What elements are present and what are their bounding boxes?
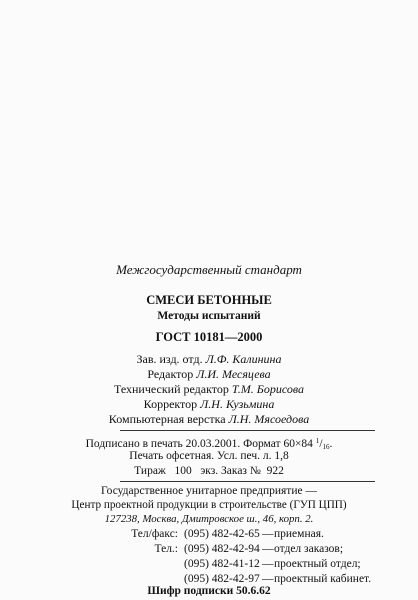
credit-role: Редактор [147,367,194,381]
phone-label: Тел/факс: [131,528,178,540]
document-title: СМЕСИ БЕТОННЫЕ [146,293,272,307]
phone-label [130,557,184,572]
phone-dash: — [262,558,274,570]
divider-top [120,430,375,431]
credit-role: Зав. изд. отд. [136,352,203,366]
credit-line [0,352,418,367]
credit-name: Л.Ф. Калинина [205,352,282,366]
credit-line [0,367,418,382]
signed-to-print-line: Подписано в печать 20.03.2001. Формат 60×84 $^1/_{16}$. [85,437,333,451]
subscription-code: Шифр подписки 50.6.62 [147,585,271,597]
gost-designation: ГОСТ 10181—2000 [155,330,263,344]
credit-line [0,412,418,427]
phone-row [130,557,371,572]
credit-name: Т.М. Борисова [231,382,305,396]
print-type-line: Печать офсетная. Усл. печ. л. 1,8 [129,450,289,462]
phone-dash: — [262,528,274,540]
phone-number: (095) 482-42-65 [184,528,260,540]
phone-description: проектный кабинет. [274,573,372,585]
phone-number: (095) 482-42-97 [184,573,260,585]
credit-role: Технический редактор [113,382,229,396]
publisher-name-line: Государственное унитарное предприятие — [101,485,317,497]
credit-role: Корректор [143,397,198,411]
phone-description: проектный отдел; [274,558,361,570]
phone-description: приемная. [274,528,324,540]
phone-number: (095) 482-42-94 [184,543,260,555]
phone-number: (095) 482-41-12 [184,558,260,570]
credit-line [0,397,418,412]
print-run-line: Тираж 100 экз. Заказ № 922 [134,465,284,477]
phone-dash: — [262,543,274,555]
phone-dash: — [262,573,274,585]
divider-middle [120,481,375,482]
publisher-full-name: Центр проектной продукции в строительстве (ГУП ЦПП) [71,499,347,511]
phone-list [130,527,371,587]
credits-block [0,352,418,427]
publisher-address: 127238, Москва, Дмитровское ш., 46, корп. 2. [104,513,314,525]
credit-name: Л.Н. Мясоедова [228,412,310,426]
phone-description: отдел заказов; [274,543,344,555]
credit-name: Л.И. Месяцева [196,367,271,381]
document-subtitle: Методы испытаний [157,310,261,322]
phone-label: Тел.: [154,543,178,555]
credit-name: Л.Н. Кузьмина [200,397,275,411]
phone-row [130,542,371,557]
phone-row [130,527,371,542]
credit-role: Компьютерная верстка [108,412,226,426]
credit-line [0,382,418,397]
standard-series-label: Межгосударственный стандарт [116,262,302,277]
